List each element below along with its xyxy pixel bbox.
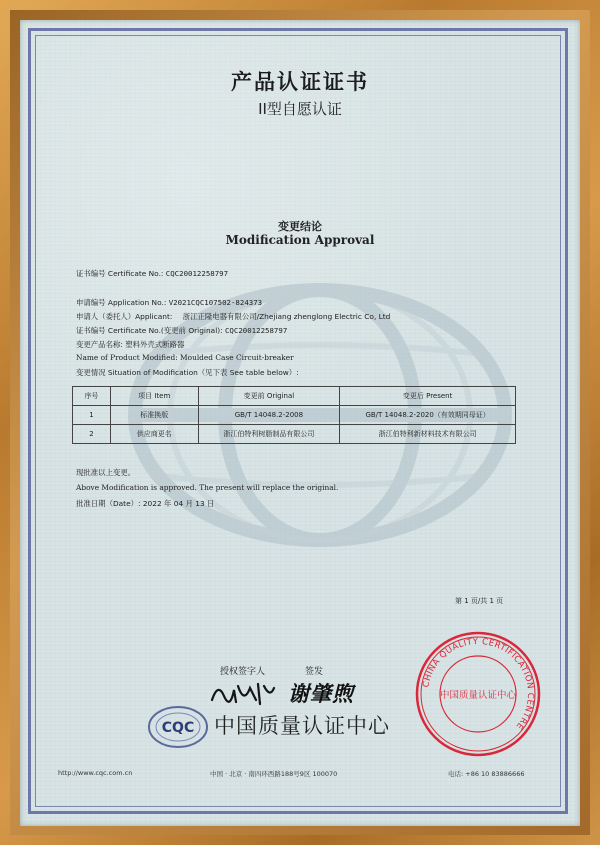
table-cell: 标准换版 [110,406,198,425]
seal-outer-text: CHINA QUALITY CERTIFICATION CENTRE [421,636,536,732]
certificate-subtitle: II型自愿认证 [258,100,342,118]
page-number: 第 1 页/共 1 页 [455,597,504,605]
cert-before-label: 证书编号 Certificate No.(变更前 Original): [76,326,223,335]
official-seal-icon [414,630,542,758]
cqc-logo-icon [147,705,209,749]
section-title-en: Modification Approval [225,233,375,247]
table-header-cell: 序号 [73,387,111,406]
app-no-label: 申请编号 Application No.: [76,298,167,307]
applicant-value: 浙江正隆电器有限公司/Zhejiang zhenglong Electric Co, Ltd [182,312,391,321]
section-title-cn: 变更结论 [278,220,322,233]
cert-before-line [76,325,287,336]
table-header-cell: 变更后 Present [340,387,516,406]
issued-label: 签发 [305,667,324,677]
applicant-label: 申请人（委托人）Applicant: [76,312,173,321]
approval-cn: 现批准以上变更。 [76,468,136,477]
issuer-signature: 谢肇煦 [288,682,354,706]
table-row [73,406,516,425]
cert-no-value: CQC20012258797 [165,269,229,278]
table-cell: 供应商更名 [110,425,198,444]
footer-address: 中国 · 北京 · 南四环西路188号9区 100070 [210,770,338,778]
svg-text:CHINA QUALITY CERTIFICATION CE [421,637,535,731]
app-no-value: V2021CQC107502-824373 [168,298,263,307]
footer-website: http://www.cqc.com.cn [58,769,133,777]
authorized-signatory-label: 授权签字人 [220,667,266,677]
situation-line [76,367,299,378]
table-cell: 1 [73,406,111,425]
footer-phone: 电话: +86 10 83886666 [448,770,525,778]
product-cn-line [76,339,184,350]
table-cell: 2 [73,425,111,444]
table-header-cell: 变更前 Original [198,387,340,406]
applicant-line [76,311,390,322]
cert-no-line [76,268,228,279]
issuer-name: 中国质量认证中心 [214,714,390,738]
cqc-logo-text: CQC [161,720,195,736]
table-cell: GB/T 14048.2-2008 [198,406,340,425]
product-cn-value: 塑料外壳式断路器 [125,340,185,349]
table-row [73,425,516,444]
app-no-line [76,297,262,308]
product-en-label: Name of Product Modified: [76,353,178,362]
modification-table [72,386,516,444]
cert-before-value: CQC20012258797 [224,326,288,335]
table-cell: 浙江伯特利树脂制品有限公司 [198,425,340,444]
table-cell: GB/T 14048.2-2020（有效期同母证） [340,406,516,425]
approval-en: Above Modification is approved. The present will replace the original. [76,483,339,492]
cert-no-label: 证书编号 Certificate No.: [76,269,164,278]
situation-label: 变更情况 Situation of Modification（见下表 See table below）: [76,368,299,377]
table-header-cell: 项目 Item [110,387,198,406]
approval-date: 批准日期（Date）: 2022 年 04 月 13 日 [76,499,215,508]
product-cn-label: 变更产品名称: [76,340,123,349]
certificate-title: 产品认证证书 [231,70,369,94]
table-header-row [73,387,516,406]
product-en-value: Moulded Case Circuit-breaker [180,353,294,362]
product-en-line [76,353,294,362]
signature-1-icon [208,678,278,708]
table-cell: 浙江伯特利新材料技术有限公司 [340,425,516,444]
seal-inner-text: 中国质量认证中心 [439,690,517,701]
